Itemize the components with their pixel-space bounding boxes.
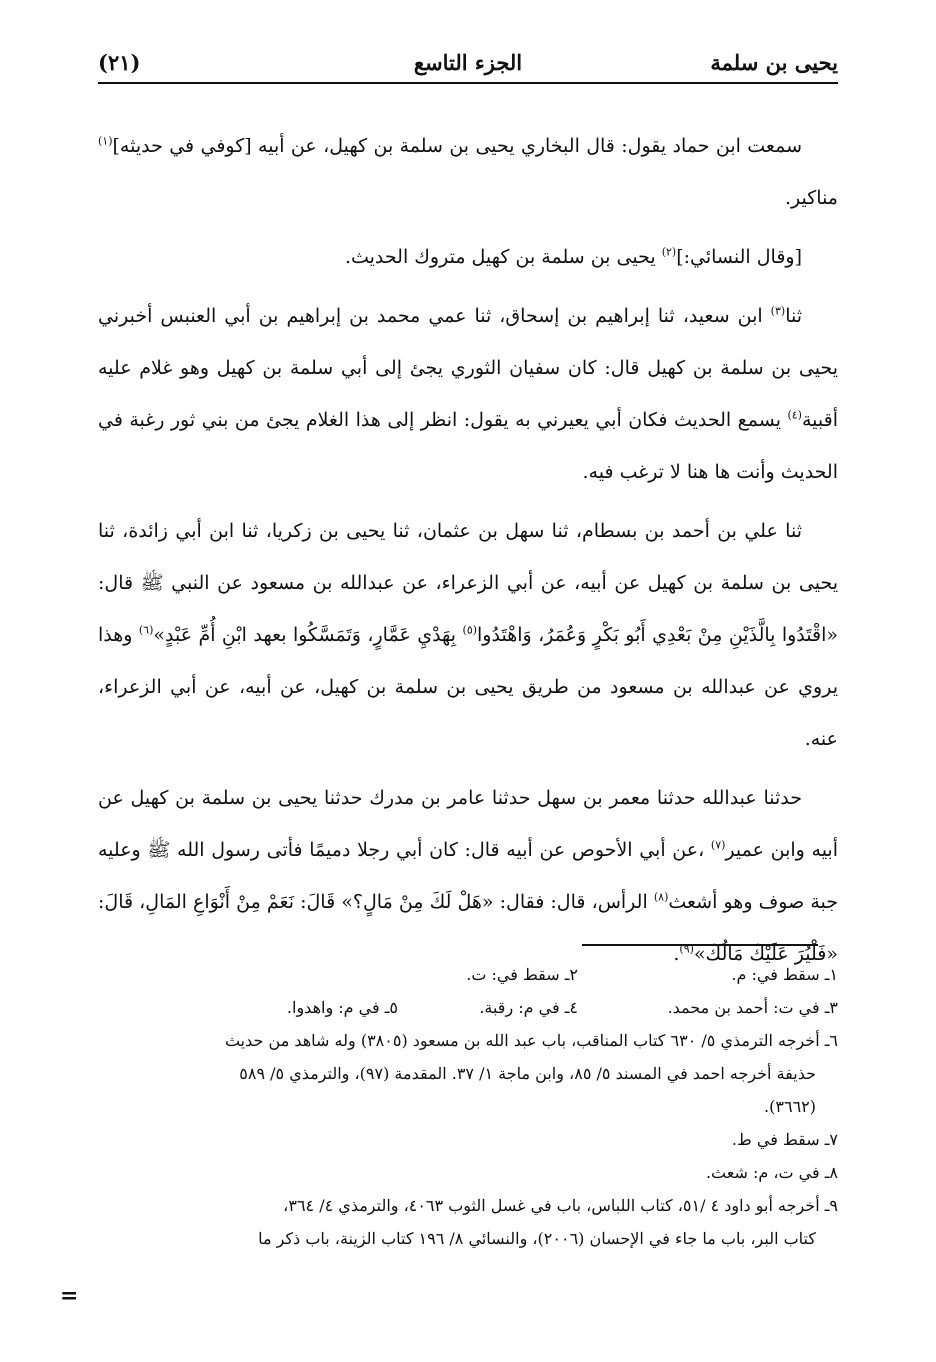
text: سمعت ابن حماد يقول: قال البخاري يحيى بن سلمة بن كهيل، عن أبيه [كوفي في حديثه]: [112, 135, 802, 157]
continuation-mark: =: [60, 1283, 79, 1309]
text: يحيى بن سلمة بن كهيل متروك الحديث.: [344, 246, 656, 268]
footnote-divider: [582, 944, 818, 946]
footnote-mark: (٢): [661, 245, 677, 259]
footnote-line: ٩ـ أخرجه أبو داود ٤ /٥١، كتاب اللباس، باب في غسل الثوب ٤٠٦٣، والترمذي ٤/ ٣٦٤،: [283, 1196, 838, 1215]
footnote-line: حذيفة أخرجه احمد في المسند ٥/ ٨٥، وابن ماجة ١/ ٣٧. المقدمة (٩٧)، والترمذي ٥/ ٥٨٩: [239, 1064, 816, 1083]
text: [وقال النسائي:]: [676, 246, 802, 268]
text: ابن سعيد، ثنا إبراهيم بن إسحاق، ثنا عمي محمد بن إبراهيم بن أبي العنبس أخبرني يحيى بن سلمة بن كهيل قال: كان سفيان الثوري يجئ إلى أبي سلمة بن كهيل وهو غلام عليه أقبية: [98, 305, 838, 431]
part-title: الجزء التاسع: [413, 49, 523, 75]
text: يسمع الحديث فكان أبي يعيرني به يقول: انظر إلى هذا الغلام يجئ من بني ثور رغبة في الحديث وأنت ها هنا لا ترغب فيه.: [98, 409, 838, 483]
running-title: يحيى بن سلمة: [710, 49, 838, 75]
paragraph: [98, 231, 838, 283]
text: ثنا علي بن أحمد بن بسطام، ثنا سهل بن عثمان، ثنا يحيى بن زكريا، ثنا ابن أبي زائدة، ثنا يحيى بن سلمة بن كهيل عن أبيه، عن أبي الزعراء، عن عبدالله بن مسعود عن النبي ﷺ قال: «اقْتَدُوا بِالَّذَيْنِ مِنْ بَعْدِي أَبُو بَكْرٍ وَعُمَرُ، وَاهْتَدُوا: [98, 520, 838, 646]
text: الرأس، قال: فقال: «هَلْ لَكَ مِنْ مَالٍ؟» قَالَ: نَعَمْ مِنْ أَنْوَاعِ المَالِ، قَالَ: «فَلْيُرَ عَلَيْكَ مَالُكَ»: [98, 891, 838, 965]
footnote-mark: (٣): [770, 304, 786, 318]
footnote-line: ٦ـ أخرجه الترمذي ٥/ ٦٣٠ كتاب المناقب، باب عبد الله بن مسعود (٣٨٠٥) وله شاهد من حديث: [224, 1031, 838, 1050]
text: مناكير.: [784, 187, 838, 209]
footnote-8: ٨ـ في ت، م: شعث.: [705, 1163, 838, 1182]
footnote-mark: (٧): [710, 838, 726, 852]
footnote-mark: (٨): [653, 890, 669, 904]
footnote-mark: (٦): [138, 623, 154, 637]
footnote-row: [98, 991, 838, 1024]
page-header: [98, 42, 838, 84]
footnote-mark: (٩): [679, 942, 694, 956]
paragraph: [98, 290, 838, 498]
footnote-3: ٣ـ في ت: أحمد بن محمد.: [667, 998, 838, 1017]
page-number: (٢١): [98, 49, 141, 75]
paragraph: [98, 772, 838, 980]
footnote-row: [98, 958, 838, 991]
footnote-4: ٤ـ في م: رقبة.: [479, 998, 578, 1017]
footnote-line: (٣٦٦٢).: [764, 1097, 816, 1116]
footnote-5: ٥ـ في م: واهدوا.: [286, 998, 398, 1017]
text: ،عن أبي الأحوص عن أبيه قال: كان أبي رجلا دميمًا فأتى رسول الله ﷺ وعليه جبة صوف وهو أشعث: [98, 839, 838, 913]
text: .: [673, 943, 680, 965]
text: وهذا يروي عن عبدالله بن مسعود من طريق يحيى بن سلمة بن كهيل، عن أبيه، عن أبي الزعراء، عنه.: [98, 624, 838, 750]
footnote-mark: (٤): [787, 408, 802, 422]
paragraph: [98, 120, 838, 224]
text: حدثنا عبدالله حدثنا معمر بن سهل حدثنا عامر بن مدرك حدثنا يحيى بن سلمة بن كهيل عن أبيه وابن عمير: [98, 787, 838, 861]
footnotes: [98, 958, 838, 1255]
text: بِهَدْيِ عَمَّارٍ، وَتَمَسَّكُوا بعهد ابْنِ أُمِّ عَبْدٍ»: [153, 624, 457, 646]
footnote-2: ٢ـ سقط في: ت.: [466, 965, 578, 984]
main-text: [98, 120, 838, 987]
footnote-mark: (٥): [462, 623, 478, 637]
footnote-7: ٧ـ سقط في ط.: [731, 1130, 838, 1149]
paragraph: [98, 505, 838, 765]
footnote-6: [98, 1024, 838, 1123]
footnote-mark: (١): [98, 134, 113, 148]
footnote-9: [98, 1189, 838, 1255]
text: ثنا: [785, 305, 802, 327]
footnote-1: ١ـ سقط في: م.: [731, 965, 838, 984]
footnote-line: كتاب البر، باب ما جاء في الإحسان (٢٠٠٦)، والنسائي ٨/ ١٩٦ كتاب الزينة، باب ذكر ما: [258, 1229, 816, 1248]
